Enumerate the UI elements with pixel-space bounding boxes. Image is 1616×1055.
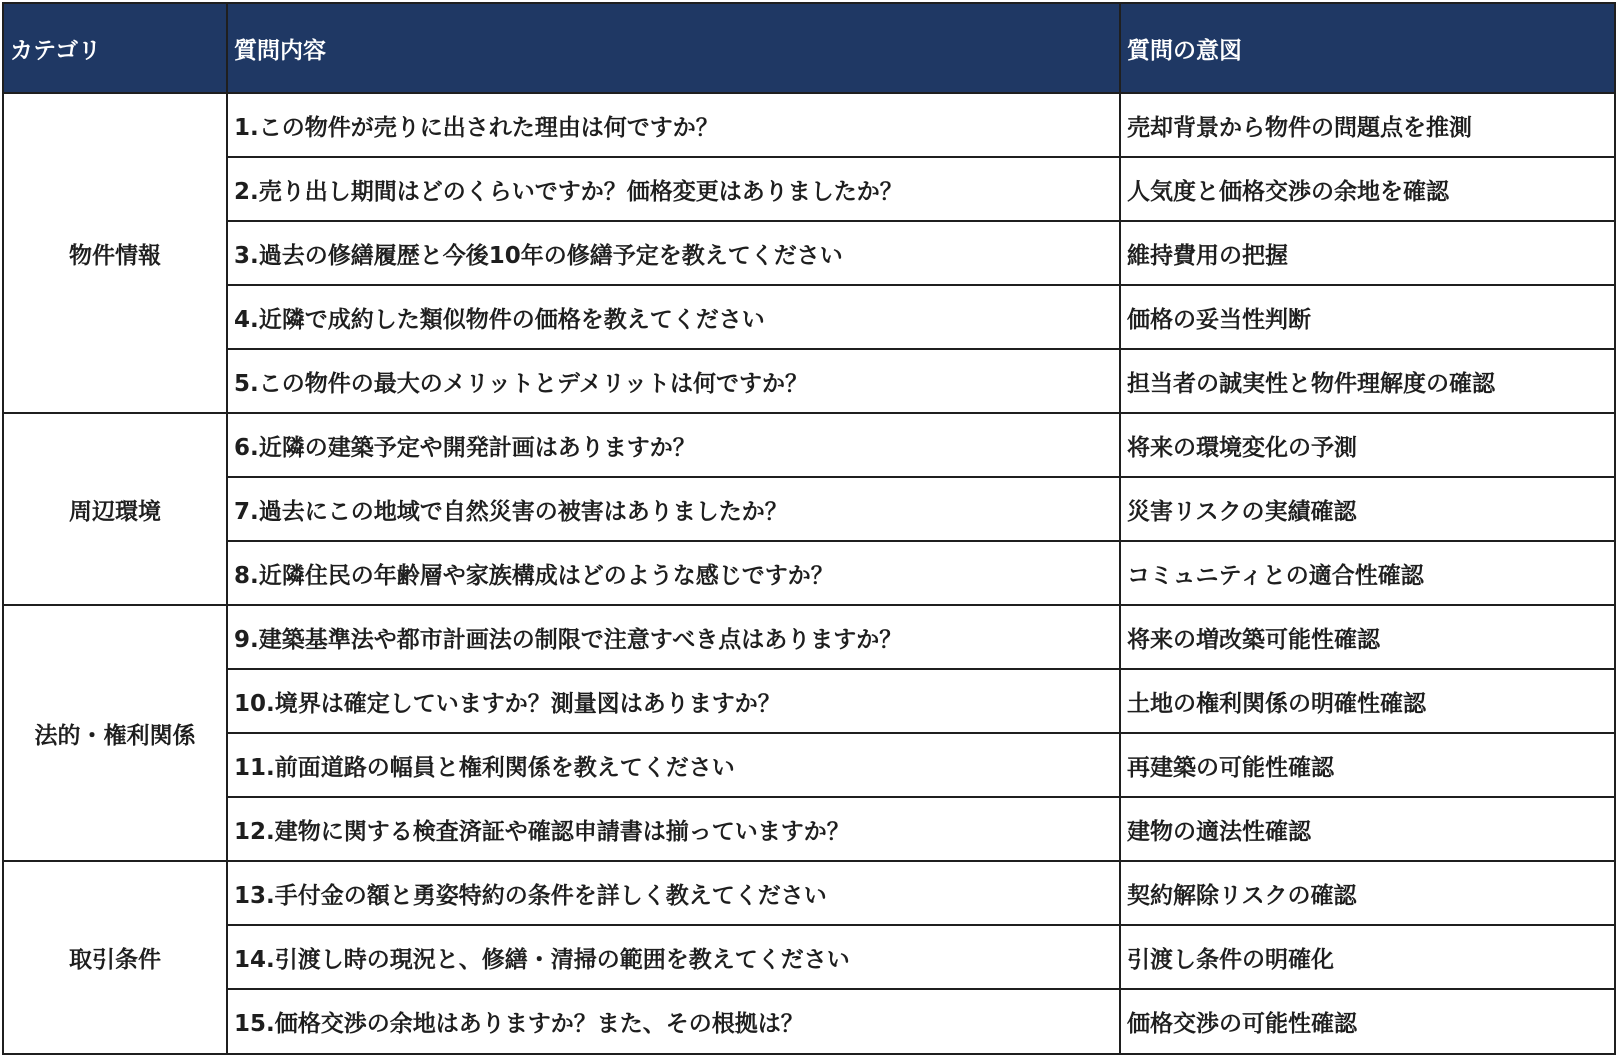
- table-row: [3, 797, 1615, 861]
- table-row: [3, 477, 1615, 541]
- table-row: [3, 93, 1615, 157]
- table-row: [3, 349, 1615, 413]
- question-cell: 13.手付金の額と勇姿特約の条件を詳しく教えてください: [227, 861, 1120, 925]
- question-cell: 1.この物件が売りに出された理由は何ですか？: [227, 93, 1120, 157]
- intent-cell: 災害リスクの実績確認: [1120, 477, 1615, 541]
- header-row: [3, 3, 1615, 93]
- intent-cell: 土地の権利関係の明確性確認: [1120, 669, 1615, 733]
- intent-cell: 将来の環境変化の予測: [1120, 413, 1615, 477]
- table-row: [3, 733, 1615, 797]
- table-row: [3, 285, 1615, 349]
- intent-cell: 価格の妥当性判断: [1120, 285, 1615, 349]
- category-cell: 周辺環境: [3, 413, 227, 605]
- intent-cell: 維持費用の把握: [1120, 221, 1615, 285]
- intent-cell: 売却背景から物件の問題点を推測: [1120, 93, 1615, 157]
- intent-cell: 人気度と価格交渉の余地を確認: [1120, 157, 1615, 221]
- table-row: [3, 925, 1615, 989]
- intent-cell: 契約解除リスクの確認: [1120, 861, 1615, 925]
- question-cell: 12.建物に関する検査済証や確認申請書は揃っていますか？: [227, 797, 1120, 861]
- table-row: [3, 221, 1615, 285]
- question-table: [2, 2, 1616, 1055]
- question-cell: 14.引渡し時の現況と、修繕・清掃の範囲を教えてください: [227, 925, 1120, 989]
- header-intent: 質問の意図: [1120, 3, 1615, 93]
- category-cell: 取引条件: [3, 861, 227, 1054]
- intent-cell: 価格交渉の可能性確認: [1120, 989, 1615, 1054]
- category-cell: 法的・権利関係: [3, 605, 227, 861]
- question-cell: 2.売り出し期間はどのくらいですか？価格変更はありましたか？: [227, 157, 1120, 221]
- question-cell: 11.前面道路の幅員と権利関係を教えてください: [227, 733, 1120, 797]
- intent-cell: 担当者の誠実性と物件理解度の確認: [1120, 349, 1615, 413]
- table-body: [3, 93, 1615, 1054]
- intent-cell: コミュニティとの適合性確認: [1120, 541, 1615, 605]
- question-cell: 4.近隣で成約した類似物件の価格を教えてください: [227, 285, 1120, 349]
- intent-cell: 引渡し条件の明確化: [1120, 925, 1615, 989]
- intent-cell: 将来の増改築可能性確認: [1120, 605, 1615, 669]
- table-row: [3, 989, 1615, 1054]
- question-cell: 5.この物件の最大のメリットとデメリットは何ですか？: [227, 349, 1120, 413]
- question-cell: 8.近隣住民の年齢層や家族構成はどのような感じですか？: [227, 541, 1120, 605]
- table-row: [3, 157, 1615, 221]
- table-row: [3, 861, 1615, 925]
- table-row: [3, 669, 1615, 733]
- question-cell: 6.近隣の建築予定や開発計画はありますか？: [227, 413, 1120, 477]
- intent-cell: 建物の適法性確認: [1120, 797, 1615, 861]
- question-cell: 15.価格交渉の余地はありますか？また、その根拠は？: [227, 989, 1120, 1054]
- intent-cell: 再建築の可能性確認: [1120, 733, 1615, 797]
- question-cell: 7.過去にこの地域で自然災害の被害はありましたか？: [227, 477, 1120, 541]
- table-row: [3, 541, 1615, 605]
- table-row: [3, 605, 1615, 669]
- table-row: [3, 413, 1615, 477]
- question-cell: 10.境界は確定していますか？測量図はありますか？: [227, 669, 1120, 733]
- table-header: [3, 3, 1615, 93]
- category-cell: 物件情報: [3, 93, 227, 413]
- header-category: カテゴリ: [3, 3, 227, 93]
- question-cell: 9.建築基準法や都市計画法の制限で注意すべき点はありますか？: [227, 605, 1120, 669]
- header-question: 質問内容: [227, 3, 1120, 93]
- question-cell: 3.過去の修繕履歴と今後10年の修繕予定を教えてください: [227, 221, 1120, 285]
